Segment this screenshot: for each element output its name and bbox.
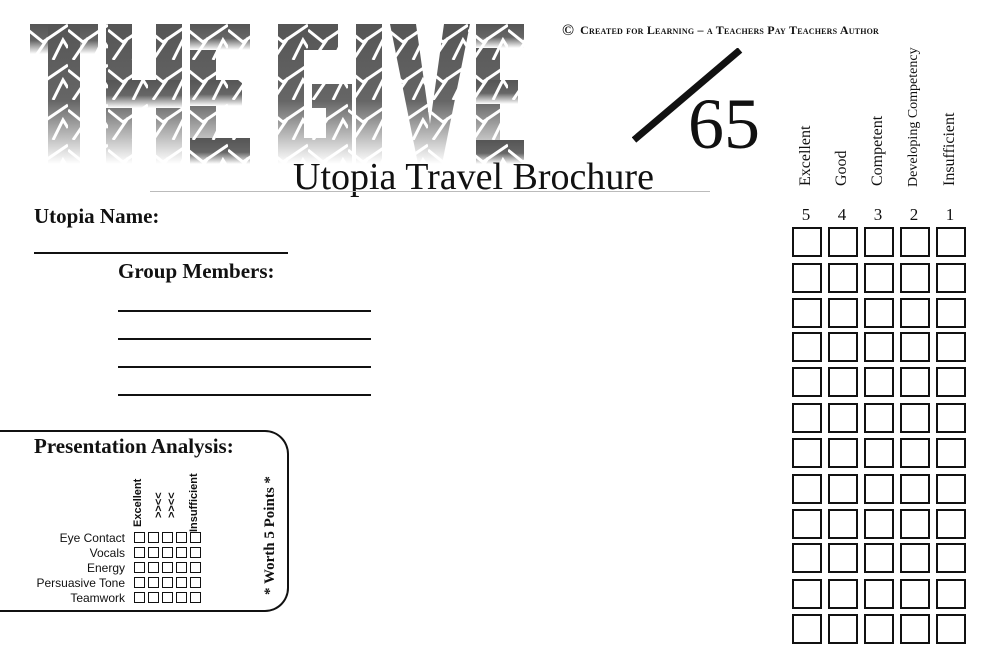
rating-checkbox[interactable] <box>936 367 966 397</box>
pa-scale-excellent: Excellent <box>132 478 144 527</box>
rating-checkbox[interactable] <box>936 298 966 328</box>
rating-checkbox[interactable] <box>828 543 858 573</box>
utopia-name-label: Utopia Name: <box>34 204 160 228</box>
rating-checkbox[interactable] <box>936 509 966 539</box>
rating-checkbox[interactable] <box>900 332 930 362</box>
pa-scale-mid: >><< <box>166 492 178 518</box>
rating-checkbox[interactable] <box>900 474 930 504</box>
rating-checkbox[interactable] <box>828 614 858 644</box>
author-credit <box>562 22 879 40</box>
rating-checkbox[interactable] <box>900 367 930 397</box>
rating-checkbox[interactable] <box>864 543 894 573</box>
rating-checkbox[interactable] <box>864 509 894 539</box>
rating-column <box>824 40 860 225</box>
rating-checkbox[interactable] <box>900 579 930 609</box>
rating-checkbox[interactable] <box>864 403 894 433</box>
rating-checkbox[interactable] <box>828 263 858 293</box>
rating-value: 2 <box>909 205 919 224</box>
rating-label: Competent <box>869 115 886 186</box>
rating-checkbox[interactable] <box>792 332 822 362</box>
rating-checkbox[interactable] <box>936 403 966 433</box>
utopia-name-field[interactable] <box>34 252 288 254</box>
rating-checkbox[interactable] <box>936 614 966 644</box>
rating-label: Excellent <box>797 125 814 186</box>
pa-rating-checkbox[interactable] <box>162 547 173 558</box>
rating-checkbox[interactable] <box>936 579 966 609</box>
rating-value: 3 <box>873 205 883 224</box>
pa-item-label: Energy <box>86 561 125 575</box>
pa-rating-checkbox[interactable] <box>162 562 173 573</box>
rating-checkbox[interactable] <box>792 474 822 504</box>
rating-checkbox[interactable] <box>936 543 966 573</box>
pa-rating-checkbox[interactable] <box>148 547 159 558</box>
page-title: Utopia Travel Brochure <box>293 156 654 198</box>
rating-checkbox[interactable] <box>936 263 966 293</box>
rating-checkbox[interactable] <box>900 438 930 468</box>
rating-checkbox[interactable] <box>864 579 894 609</box>
rating-checkbox[interactable] <box>936 438 966 468</box>
pa-rating-checkbox[interactable] <box>190 562 201 573</box>
rating-label: Insufficient <box>941 112 958 186</box>
rating-checkbox[interactable] <box>936 474 966 504</box>
pa-rating-checkbox[interactable] <box>190 532 201 543</box>
rating-checkbox[interactable] <box>792 614 822 644</box>
rating-checkbox[interactable] <box>900 263 930 293</box>
pa-rating-checkbox[interactable] <box>176 532 187 543</box>
pa-rating-checkbox[interactable] <box>176 547 187 558</box>
rating-checkbox[interactable] <box>792 403 822 433</box>
pa-rating-checkbox[interactable] <box>134 532 145 543</box>
rating-checkbox[interactable] <box>936 332 966 362</box>
pa-scale-mid: >><< <box>153 492 165 518</box>
total-points: 65 <box>688 84 760 164</box>
pa-rating-checkbox[interactable] <box>176 592 187 603</box>
group-member-field[interactable] <box>118 310 371 312</box>
pa-rating-checkbox[interactable] <box>176 562 187 573</box>
rating-checkbox[interactable] <box>900 543 930 573</box>
pa-rating-checkbox[interactable] <box>148 592 159 603</box>
rating-checkbox[interactable] <box>792 227 822 257</box>
pa-item-label: Persuasive Tone <box>36 576 125 590</box>
rating-checkbox[interactable] <box>864 298 894 328</box>
pa-item-label: Eye Contact <box>59 531 125 545</box>
copyright-icon: © <box>562 22 575 39</box>
rating-label: Developing Competency <box>906 47 921 187</box>
pa-rating-checkbox[interactable] <box>176 577 187 588</box>
pa-rating-checkbox[interactable] <box>134 577 145 588</box>
rating-checkbox[interactable] <box>828 509 858 539</box>
rating-scale-header <box>788 40 968 225</box>
rating-column <box>860 40 896 225</box>
worth-points-note: * Worth 5 Points * <box>262 476 278 595</box>
rating-value: 4 <box>837 205 847 224</box>
rating-checkbox[interactable] <box>828 298 858 328</box>
rating-checkbox[interactable] <box>828 474 858 504</box>
group-member-field[interactable] <box>118 366 371 368</box>
pa-rating-checkbox[interactable] <box>134 547 145 558</box>
rating-checkbox[interactable] <box>792 438 822 468</box>
rating-value: 5 <box>801 205 811 224</box>
rating-checkbox[interactable] <box>936 227 966 257</box>
rating-checkbox[interactable] <box>828 438 858 468</box>
rating-checkbox[interactable] <box>864 614 894 644</box>
rating-checkbox[interactable] <box>792 263 822 293</box>
rating-column <box>788 40 824 225</box>
pa-rating-checkbox[interactable] <box>148 532 159 543</box>
pa-rating-checkbox[interactable] <box>190 592 201 603</box>
group-members-label: Group Members: <box>118 259 275 283</box>
pa-rating-checkbox[interactable] <box>134 592 145 603</box>
rating-checkbox[interactable] <box>864 474 894 504</box>
group-member-field[interactable] <box>118 394 371 396</box>
rating-checkbox[interactable] <box>828 332 858 362</box>
pa-rating-checkbox[interactable] <box>162 532 173 543</box>
pa-item-label: Teamwork <box>70 591 125 605</box>
rating-checkbox[interactable] <box>792 543 822 573</box>
pa-rating-checkbox[interactable] <box>148 562 159 573</box>
rating-checkbox[interactable] <box>864 332 894 362</box>
rating-checkbox[interactable] <box>900 298 930 328</box>
rating-checkbox[interactable] <box>792 367 822 397</box>
rating-checkbox[interactable] <box>828 403 858 433</box>
title-divider <box>150 191 710 192</box>
rating-checkbox[interactable] <box>828 367 858 397</box>
rating-checkbox[interactable] <box>864 367 894 397</box>
rating-column <box>932 40 968 225</box>
rating-checkbox[interactable] <box>864 227 894 257</box>
pa-rating-checkbox[interactable] <box>148 577 159 588</box>
rating-checkbox[interactable] <box>864 438 894 468</box>
rating-checkbox[interactable] <box>828 579 858 609</box>
group-member-field[interactable] <box>118 338 371 340</box>
rating-checkbox[interactable] <box>792 579 822 609</box>
pa-scale-insufficient: Insufficient <box>188 473 200 532</box>
rating-column <box>896 40 932 225</box>
rating-checkbox[interactable] <box>900 509 930 539</box>
presentation-analysis-title: Presentation Analysis: <box>34 434 234 458</box>
rating-checkbox[interactable] <box>792 509 822 539</box>
rating-label: Good <box>833 150 850 186</box>
rating-checkbox[interactable] <box>900 614 930 644</box>
rating-value: 1 <box>945 205 955 224</box>
pa-rating-checkbox[interactable] <box>162 592 173 603</box>
pa-rating-checkbox[interactable] <box>162 577 173 588</box>
pa-rating-checkbox[interactable] <box>190 547 201 558</box>
credit-text: Created for Learning – a Teachers Pay Teachers Author <box>580 23 880 37</box>
rating-checkbox[interactable] <box>864 263 894 293</box>
pa-rating-checkbox[interactable] <box>190 577 201 588</box>
pa-item-label: Vocals <box>89 546 125 560</box>
rating-checkbox[interactable] <box>900 227 930 257</box>
rating-checkbox[interactable] <box>828 227 858 257</box>
pa-rating-checkbox[interactable] <box>134 562 145 573</box>
rating-checkbox[interactable] <box>900 403 930 433</box>
rating-checkbox[interactable] <box>792 298 822 328</box>
